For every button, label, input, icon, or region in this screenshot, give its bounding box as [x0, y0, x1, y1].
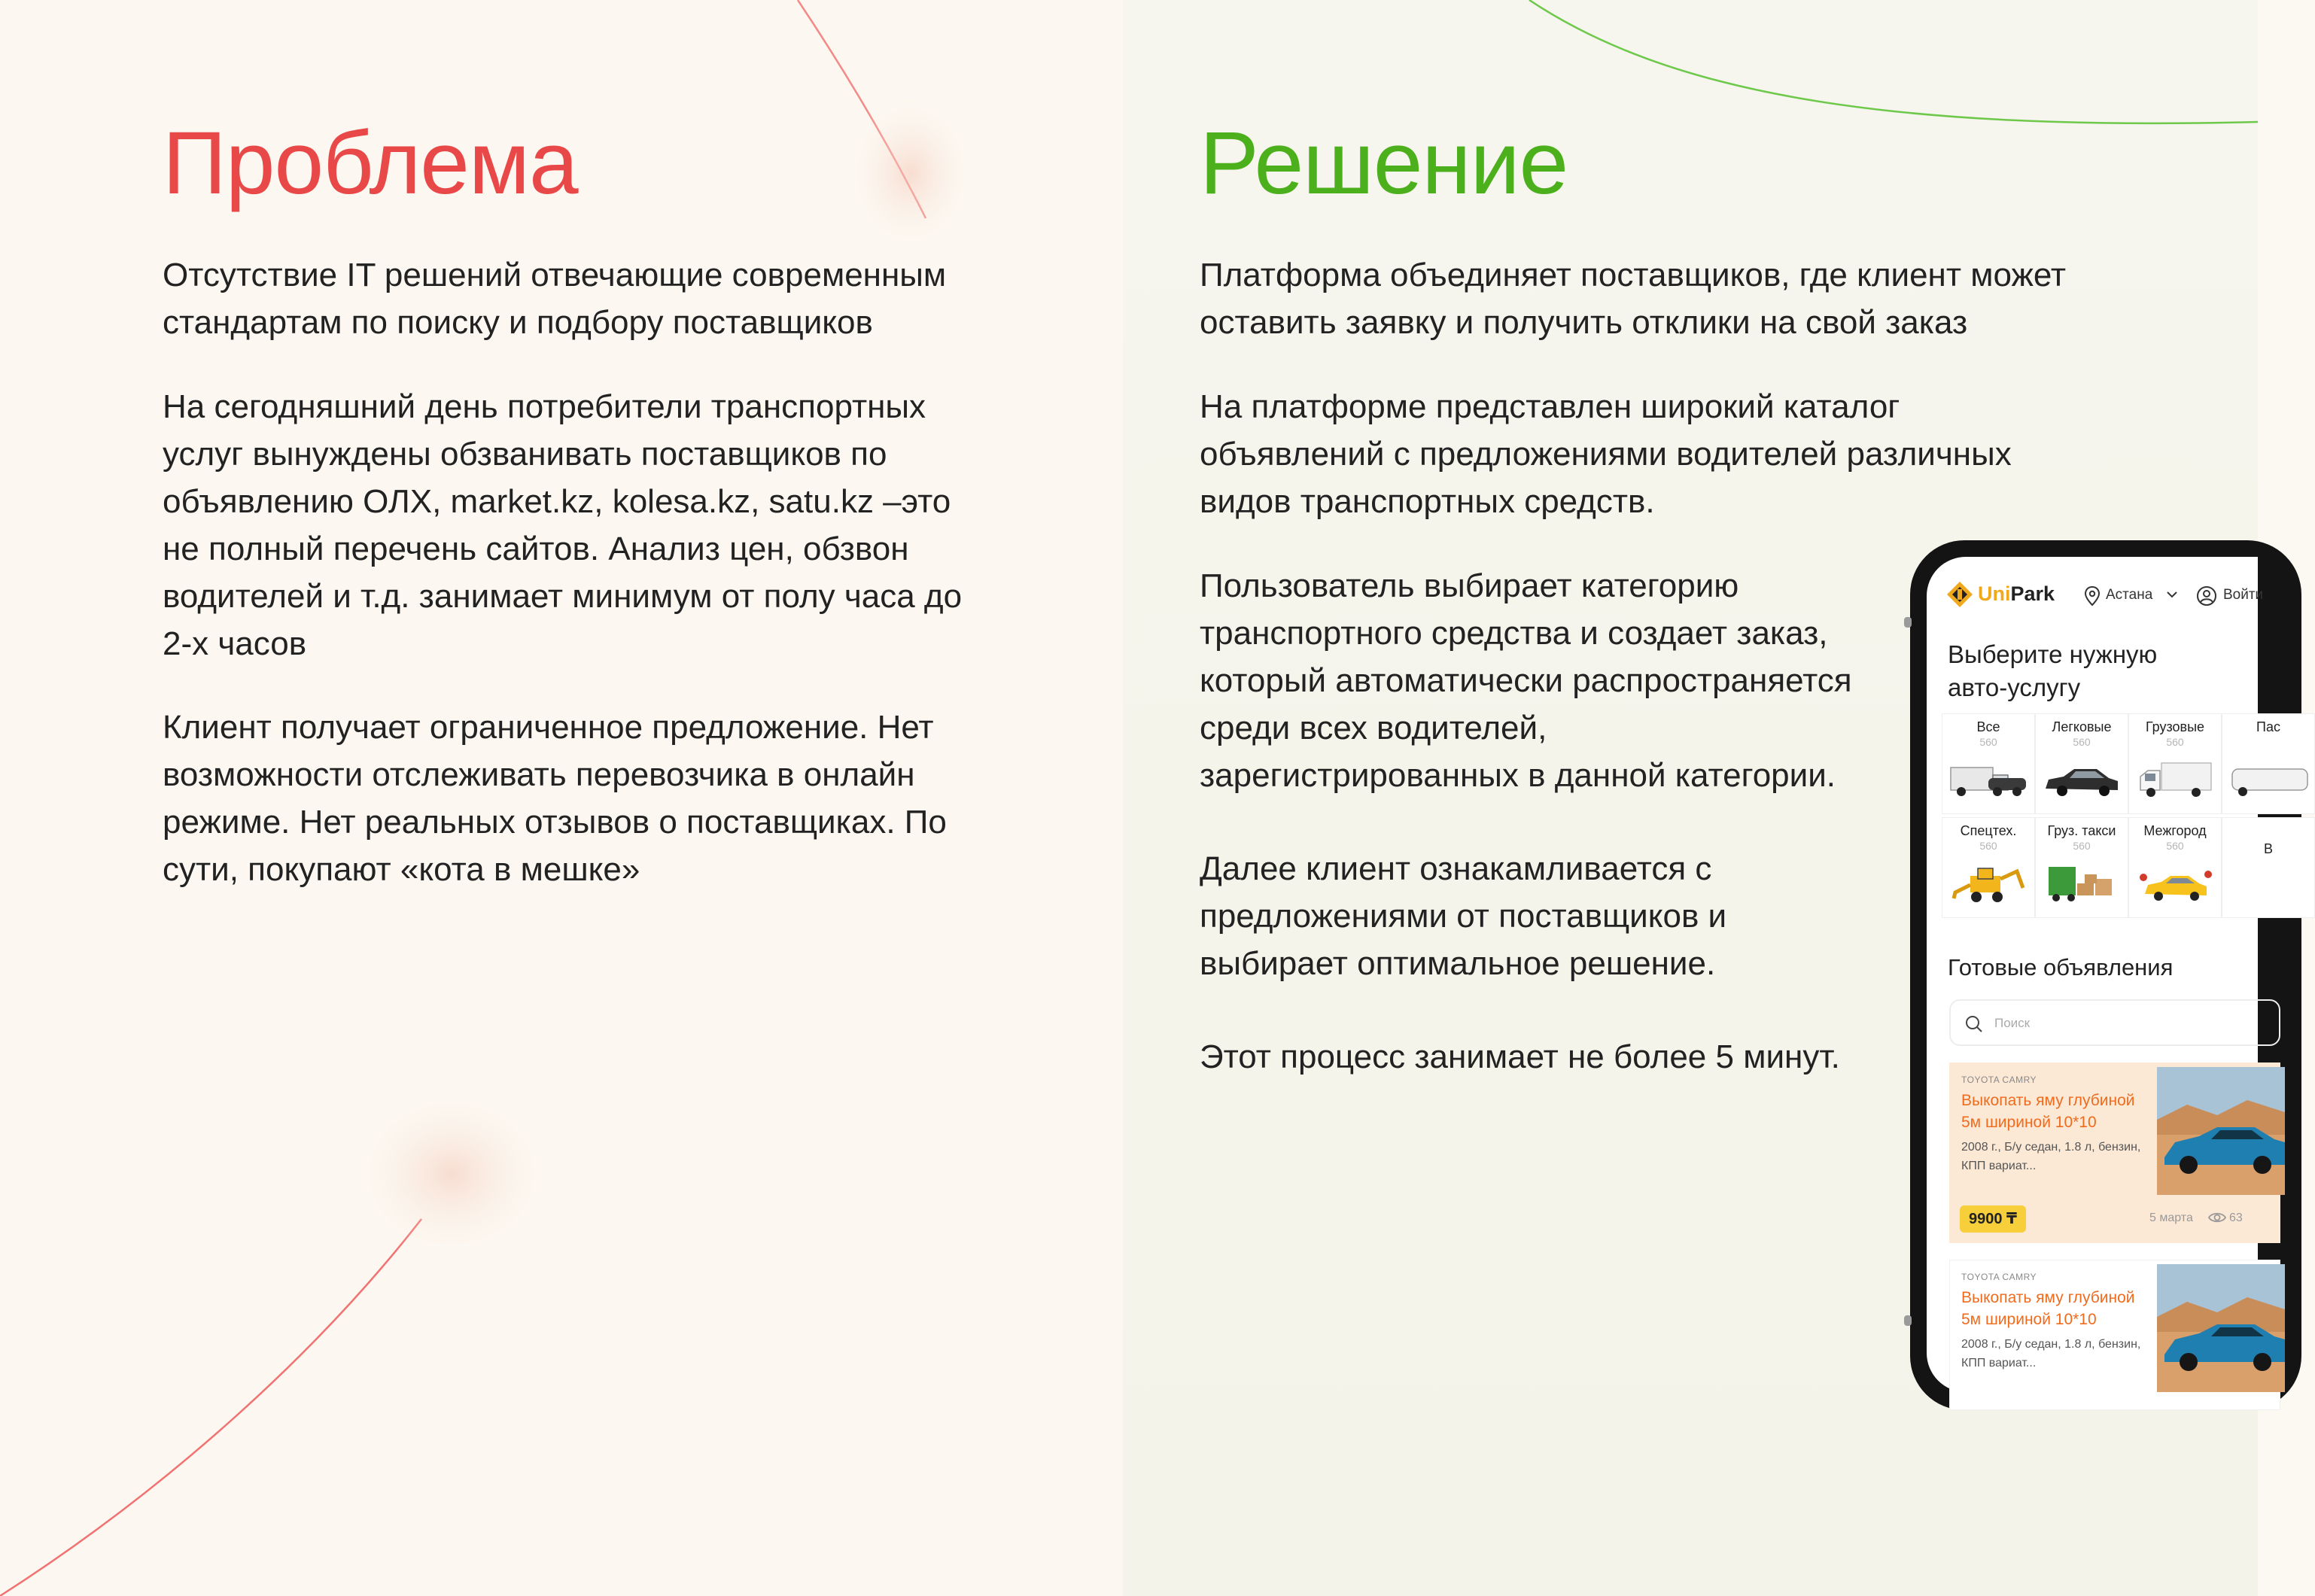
chevron-down-icon[interactable] [2166, 590, 2178, 599]
car-photo [2157, 1264, 2285, 1392]
category-label: Межгород [2143, 823, 2207, 838]
category-count: 560 [2166, 736, 2184, 748]
taxi-icon [2134, 862, 2216, 907]
category-count: 560 [2166, 840, 2184, 852]
ad-date: 5 марта [2149, 1211, 2193, 1224]
ad-car-brand: TOYOTA CAMRY [1961, 1075, 2037, 1085]
car-icon [2041, 758, 2122, 804]
city-selector[interactable]: Астана [2106, 587, 2153, 603]
login-button[interactable]: Войти [2223, 587, 2264, 603]
category-cars[interactable] [2035, 713, 2128, 814]
category-label: В [2263, 841, 2273, 856]
excavator-icon [1948, 862, 2029, 907]
category-label: Груз. такси [2047, 823, 2116, 838]
box-truck-icon [2134, 758, 2216, 804]
truck-icon [1948, 758, 2029, 804]
phone-side-button [1904, 617, 1912, 628]
category-cargo-taxi[interactable] [2035, 817, 2128, 918]
user-icon[interactable] [2196, 585, 2217, 606]
solution-paragraph-2: На платформе представлен широкий каталог объявлений с предложениями водителей различных видов транспортных средств. [1200, 388, 2012, 520]
category-all[interactable] [1942, 713, 2035, 814]
solution-title: Решение [1200, 114, 1568, 213]
ad-car-brand: TOYOTA CAMRY [1961, 1272, 2037, 1282]
service-heading: Выберите нужную авто-услугу [1948, 640, 2158, 701]
category-trucks[interactable] [2128, 713, 2222, 814]
solution-paragraph-4: Далее клиент ознакамливается с предложениями от поставщиков и выбирает оптимальное решение. [1200, 850, 1727, 982]
search-input[interactable] [1949, 999, 2280, 1046]
ad-views: 63 [2229, 1211, 2243, 1224]
category-count: 560 [1979, 840, 1997, 852]
category-label: Пас [2256, 719, 2280, 734]
ad-card[interactable] [1949, 1260, 2280, 1410]
app-screen [1927, 557, 2280, 1392]
category-count: 560 [1979, 736, 1997, 748]
category-label: Спецтех. [1960, 823, 2017, 838]
ads-section-title: Готовые объявления [1948, 954, 2174, 980]
category-more[interactable] [2222, 817, 2315, 918]
ad-title[interactable]: Выкопать яму глубиной 5м шириной 10*10 [1961, 1092, 2135, 1131]
app-logo[interactable]: UniPark [1978, 582, 2055, 605]
search-placeholder: Поиск [1994, 1016, 2031, 1030]
problem-paragraph-1: Отсутствие IT решений отвечающие современным стандартам по поиску и подбору поставщиков [163, 257, 947, 341]
ad-card[interactable] [1949, 1062, 2280, 1243]
category-label: Грузовые [2145, 719, 2205, 734]
cargo-van-icon [2041, 862, 2122, 907]
problem-paragraph-2: На сегодняшний день потребители транспортных услуг вынуждены обзванивать поставщиков по объявлению ОЛХ, market.kz, kolesa.kz, satu.kz –это не полный перечень сайтов. Анализ цен, обзвон водителей и т.д. занимает минимум от полу часа до 2-х часов [163, 388, 963, 662]
ad-description: 2008 г., Б/у седан, 1.8 л, бензин, КПП вариат... [1961, 1338, 2141, 1370]
category-label: Легковые [2052, 719, 2112, 734]
category-passenger[interactable] [2222, 713, 2315, 814]
car-photo [2157, 1067, 2285, 1195]
solution-paragraph-5: Этот процесс занимает не более 5 минут. [1200, 1038, 1840, 1075]
location-pin-icon[interactable] [2083, 585, 2101, 606]
ad-title[interactable]: Выкопать яму глубиной 5м шириной 10*10 [1961, 1289, 2135, 1328]
problem-title: Проблема [163, 114, 578, 213]
solution-paragraph-1: Платформа объединяет поставщиков, где клиент может оставить заявку и получить отклики на свой заказ [1200, 257, 2067, 341]
eye-icon [2208, 1210, 2226, 1225]
solution-paragraph-3: Пользователь выбирает категорию транспортного средства и создает заказ, который автоматически распространяется среди всех водителей, зарегистрированных в данной категории. [1200, 567, 1852, 794]
app-header [1927, 557, 2264, 638]
unipark-logo-icon[interactable] [1946, 581, 1973, 608]
search-icon [1964, 1014, 1984, 1034]
ad-description: 2008 г., Б/у седан, 1.8 л, бензин, КПП вариат... [1961, 1141, 2141, 1172]
ad-photo[interactable] [2157, 1067, 2285, 1195]
category-count: 560 [2073, 840, 2091, 852]
category-label: Все [1976, 719, 2000, 734]
phone-side-button [1904, 1315, 1912, 1326]
ad-photo[interactable] [2157, 1264, 2285, 1392]
bus-icon [2228, 758, 2309, 804]
ad-price: 9900 ₸ [1960, 1205, 2026, 1233]
category-count: 560 [2073, 736, 2091, 748]
category-intercity[interactable] [2128, 817, 2222, 918]
category-special[interactable] [1942, 817, 2035, 918]
problem-paragraph-3: Клиент получает ограниченное предложение. Нет возможности отслеживать перевозчика в онлайн режиме. Нет реальных отзывов о поставщиках. По сути, покупают «кота в мешке» [163, 709, 947, 888]
